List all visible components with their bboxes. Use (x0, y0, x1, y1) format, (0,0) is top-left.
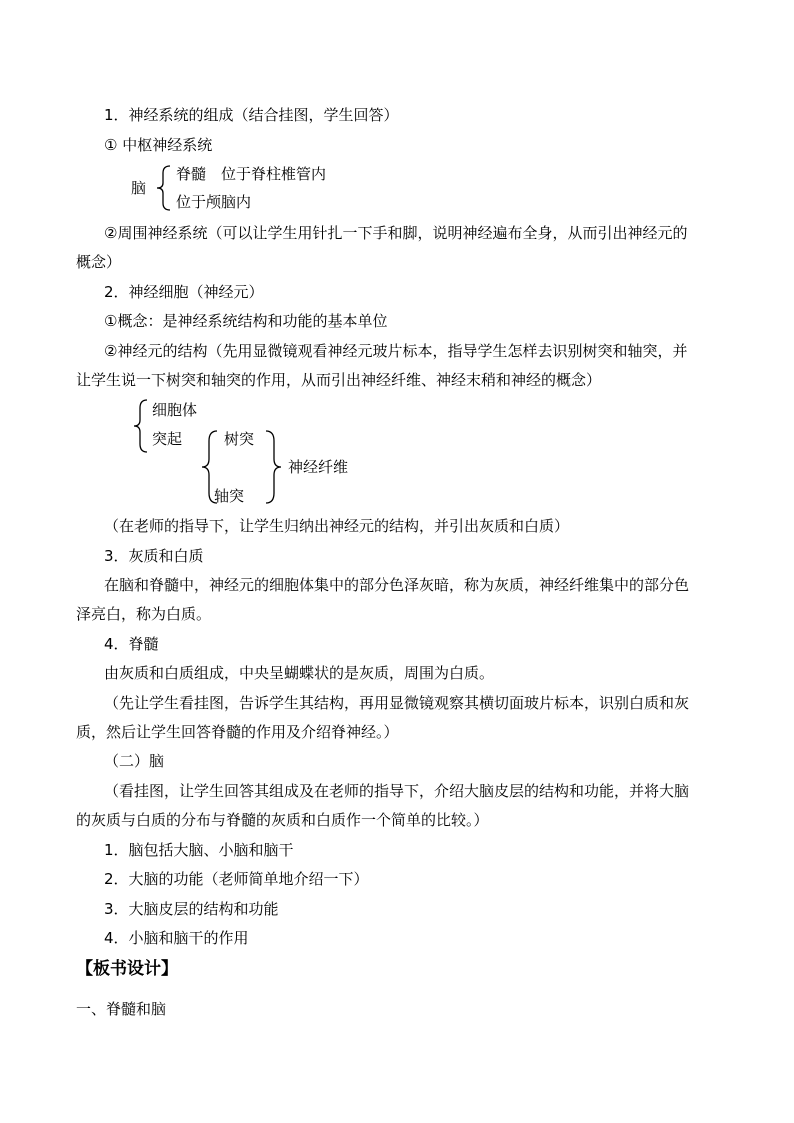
process-label: 突起 (152, 430, 183, 448)
list-item: 4．小脑和脑干的作用 (104, 929, 249, 947)
peripheral-nervous-system-line1: ②周围神经系统（可以让学生用针扎一下手和脚，说明神经遍布全身，从而引出神经元的 (104, 224, 688, 242)
list-item: 2．大脑的功能（老师简单地介绍一下） (104, 870, 369, 888)
spinal-cord-note-line1: （先让学生看挂图，告诉学生其结构，再用显微镜观察其横切面玻片标本，识别白质和灰 (104, 694, 690, 712)
spinal-cord-note-line2: 质，然后让学生回答脊髓的作用及介绍脊神经。） (76, 723, 399, 741)
list-item: 3．大脑皮层的结构和功能 (104, 900, 279, 918)
section2-title: 2．神经细胞（神经元） (104, 283, 264, 301)
section4-title: 4．脊髓 (104, 635, 159, 653)
gray-white-matter-line2: 泽亮白，称为白质。 (76, 605, 212, 623)
nerve-fiber-label: 神经纤维 (288, 458, 349, 476)
left-brace-icon (131, 398, 151, 454)
brain-note-line2: 的灰质与白质的分布与脊髓的灰质和白质作一个简单的比较。） (76, 811, 489, 829)
diagram-child-skull: 位于颅脑内 (176, 193, 252, 211)
board-design-item: 一、脊髓和脑 (76, 1000, 167, 1018)
dendrite-label: 树突 (224, 430, 255, 448)
peripheral-nervous-system-line2: 概念） (76, 253, 122, 271)
right-brace-icon (262, 429, 284, 505)
board-design-heading: 【板书设计】 (76, 959, 178, 979)
central-nervous-system-item: ① 中枢神经系统 (104, 136, 213, 154)
spinal-cord-text: 由灰质和白质组成，中央呈蝴蝶状的是灰质，周围为白质。 (104, 664, 495, 682)
gray-white-matter-line1: 在脑和脊髓中，神经元的细胞体集中的部分色泽灰暗，称为灰质，神经纤维集中的部分色 (104, 576, 690, 594)
list-item: 1．脑包括大脑、小脑和脑干 (104, 841, 294, 859)
brain-section-title: （二）脑 (104, 752, 165, 770)
neuron-concept: ①概念：是神经系统结构和功能的基本单位 (104, 312, 388, 330)
brain-note-line1: （看挂图，让学生回答其组成及在老师的指导下，介绍大脑皮层的结构和功能，并将大脑 (104, 782, 690, 800)
left-brace-icon (154, 164, 174, 212)
diagram-child-spinal-cord: 脊髓 位于脊柱椎管内 (176, 165, 327, 183)
cell-body-label: 细胞体 (152, 401, 198, 419)
neuron-structure-line2: 让学生说一下树突和轴突的作用，从而引出神经纤维、神经末稍和神经的概念） (76, 371, 602, 389)
diagram-parent-label: 脑 (131, 179, 147, 197)
section3-title: 3．灰质和白质 (104, 547, 204, 565)
section1-title: 1．神经系统的组成（结合挂图，学生回答） (104, 106, 399, 124)
axon-label: 轴突 (214, 487, 245, 505)
neuron-structure-line1: ②神经元的结构（先用显微镜观看神经元玻片标本，指导学生怎样去识别树突和轴突，并 (104, 342, 688, 360)
neuron-summary-note: （在老师的指导下，让学生归纳出神经元的结构，并引出灰质和白质） (104, 517, 570, 535)
